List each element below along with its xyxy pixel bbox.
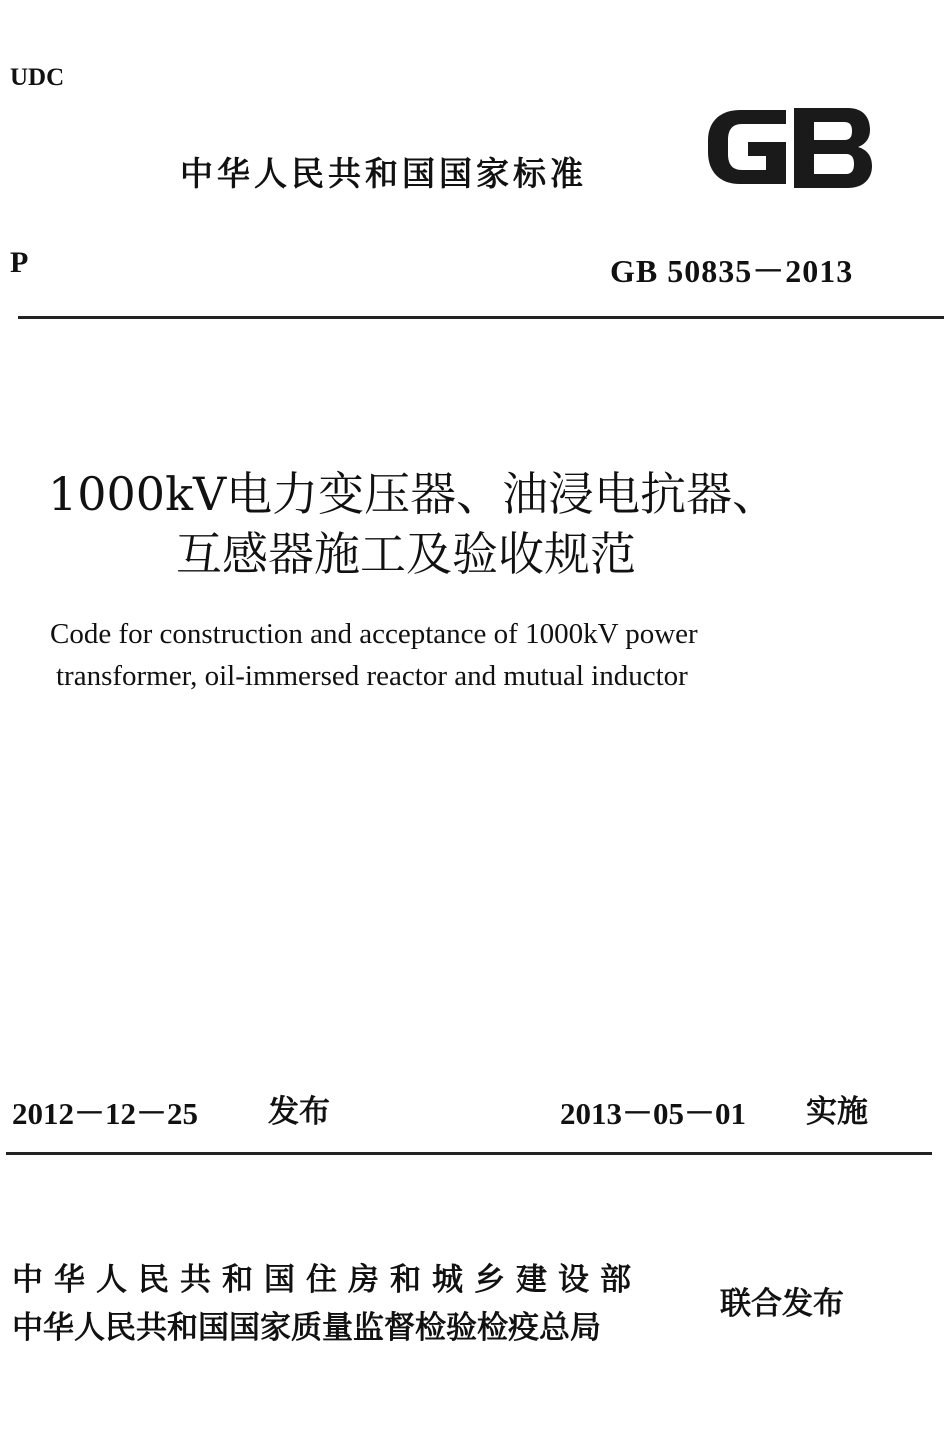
implementation-date: 2013－05－01 bbox=[560, 1096, 746, 1131]
issue-label: 发布 bbox=[268, 1094, 330, 1130]
issuer-quality-supervision: 中华人民共和国国家质量监督检验检疫总局 bbox=[12, 1310, 601, 1346]
gb-logo-icon bbox=[702, 85, 874, 192]
category-code: P bbox=[10, 246, 29, 279]
national-standard-heading: 中华人民共和国国家标准 bbox=[180, 154, 587, 193]
title-chinese-line-1: 1000kV电力变压器、油浸电抗器、 bbox=[48, 467, 779, 521]
gb-logo-text: GB bbox=[702, 85, 727, 104]
bottom-divider bbox=[6, 1152, 932, 1155]
implementation-label: 实施 bbox=[806, 1094, 868, 1130]
udc-label: UDC bbox=[10, 64, 65, 91]
title-english-line-2: transformer, oil-immersed reactor and mutual inductor bbox=[56, 660, 688, 692]
issue-date: 2012－12－25 bbox=[12, 1096, 198, 1131]
top-divider bbox=[18, 316, 944, 319]
title-english-line-1: Code for construction and acceptance of 1000kV power bbox=[50, 618, 698, 650]
title-chinese-line-2: 互感器施工及验收规范 bbox=[176, 527, 636, 581]
joint-issue-label: 联合发布 bbox=[720, 1286, 844, 1322]
issuer-ministry-housing: 中华人民共和国住房和城乡建设部 bbox=[12, 1262, 642, 1298]
standard-number: GB 50835－2013 bbox=[610, 253, 854, 289]
